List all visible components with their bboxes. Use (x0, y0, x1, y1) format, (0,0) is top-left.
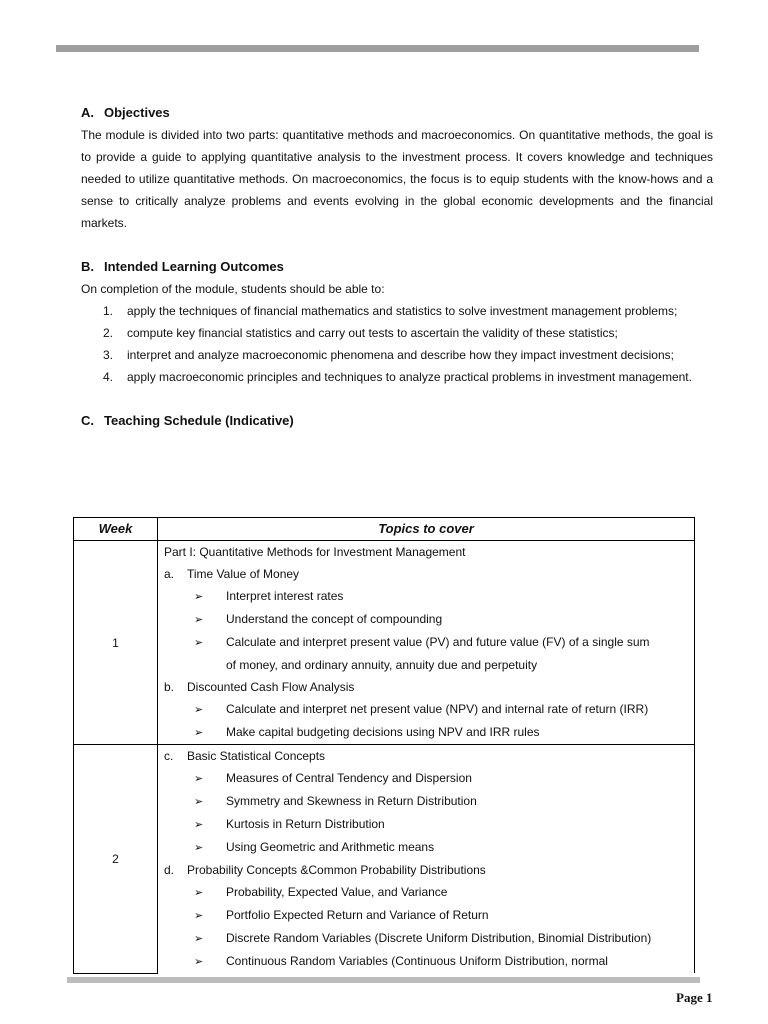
table-header-row (74, 518, 695, 541)
topic-heading (164, 745, 694, 767)
bullet-text: Continuous Random Variables (Continuous Uniform Distribution, normal (226, 954, 608, 968)
topic-bullet (164, 585, 694, 608)
topics-cell (158, 745, 695, 974)
topic-bullet (164, 950, 694, 973)
arrow-bullet-icon: ➢ (194, 933, 204, 945)
topic-heading (164, 563, 694, 585)
bullet-text: Symmetry and Skewness in Return Distribution (226, 794, 477, 808)
topic-bullet (164, 654, 694, 676)
topic-bullet (164, 767, 694, 790)
topic-letter: b. (164, 680, 175, 694)
arrow-bullet-icon: ➢ (194, 887, 204, 899)
bullet-text: Make capital budgeting decisions using NPV and IRR rules (226, 725, 540, 739)
topic-bullet (164, 904, 694, 927)
list-item: 4. apply macroeconomic principles and techniques to analyze practical problems in investment management. (103, 370, 692, 384)
topic-bullet (164, 631, 694, 654)
bullet-text: Discrete Random Variables (Discrete Uniform Distribution, Binomial Distribution) (226, 931, 652, 945)
list-item: 3. interpret and analyze macroeconomic phenomena and describe how they impact investment decisions; (103, 348, 674, 362)
bullet-text: Probability, Expected Value, and Variance (226, 885, 448, 899)
outcomes-list (81, 300, 713, 388)
arrow-bullet-icon: ➢ (194, 637, 204, 649)
objectives-paragraph: The module is divided into two parts: quantitative methods and macroeconomics. On quantitative methods, the goal is to provide a guide to applying quantitative analysis to the investment process. It covers knowledge and techniques needed to utilize quantitative methods. On macroeconomics, the focus is to equip students with the know-hows and a sense to critically analyze problems and events evolving in the global economic developments and the financial markets. (81, 128, 713, 230)
topics-column-header: Topics to cover (158, 518, 695, 541)
topic-bullet (164, 836, 694, 859)
bullet-text: Using Geometric and Arithmetic means (226, 840, 435, 854)
topic-title: Basic Statistical Concepts (187, 749, 326, 763)
table-row (74, 541, 695, 745)
bullet-text: Portfolio Expected Return and Variance of Return (226, 908, 489, 922)
section-b-heading: B. Intended Learning Outcomes (81, 259, 284, 274)
week-cell: 2 (74, 745, 158, 974)
topic-bullet (164, 881, 694, 904)
topic-heading (164, 676, 694, 698)
footer-rule (67, 977, 700, 983)
arrow-bullet-icon: ➢ (194, 819, 204, 831)
topic-bullet (164, 608, 694, 631)
topic-heading (164, 859, 694, 881)
topic-letter: c. (164, 749, 174, 763)
topic-bullet (164, 698, 694, 721)
topic-title: Discounted Cash Flow Analysis (187, 680, 355, 694)
bullet-text: of money, and ordinary annuity, annuity due and perpetuity (226, 658, 538, 672)
arrow-bullet-icon: ➢ (194, 842, 204, 854)
bullet-text: Interpret interest rates (226, 589, 344, 603)
bullet-text: Calculate and interpret present value (PV) and future value (FV) of a single sum (226, 635, 650, 649)
section-a-heading: A. Objectives (81, 105, 170, 120)
header-rule (56, 45, 699, 52)
topic-bullet (164, 927, 694, 950)
list-item: 1. apply the techniques of financial mathematics and statistics to solve investment management problems; (103, 304, 678, 318)
list-item: 2. compute key financial statistics and carry out tests to ascertain the validity of these statistics; (103, 326, 618, 340)
arrow-bullet-icon: ➢ (194, 773, 204, 785)
bullet-text: Calculate and interpret net present value (NPV) and internal rate of return (IRR) (226, 702, 649, 716)
outcomes-intro: On completion of the module, students should be able to: (81, 282, 385, 296)
topic-letter: d. (164, 863, 175, 877)
part-heading: Part I: Quantitative Methods for Investment Management (164, 545, 466, 559)
arrow-bullet-icon: ➢ (194, 910, 204, 922)
arrow-bullet-icon: ➢ (194, 796, 204, 808)
topic-bullet (164, 790, 694, 813)
arrow-bullet-icon: ➢ (194, 704, 204, 716)
topic-bullet (164, 721, 694, 744)
topic-bullet (164, 813, 694, 836)
week-cell: 1 (74, 541, 158, 745)
table-row (74, 745, 695, 974)
bullet-text: Measures of Central Tendency and Dispersion (226, 771, 472, 785)
topic-title: Time Value of Money (187, 567, 300, 581)
arrow-bullet-icon: ➢ (194, 956, 204, 968)
arrow-bullet-icon: ➢ (194, 614, 204, 626)
topic-title: Probability Concepts &Common Probability Distributions (187, 863, 486, 877)
topic-letter: a. (164, 567, 175, 581)
bullet-text: Kurtosis in Return Distribution (226, 817, 385, 831)
topics-cell (158, 541, 695, 745)
bullet-text: Understand the concept of compounding (226, 612, 443, 626)
arrow-bullet-icon: ➢ (194, 591, 204, 603)
week-column-header: Week (74, 518, 158, 541)
arrow-bullet-icon: ➢ (194, 727, 204, 739)
document-body (81, 102, 713, 432)
page-number: Page 1 (676, 990, 713, 1005)
teaching-schedule-table (73, 517, 695, 974)
section-c-heading: C. Teaching Schedule (Indicative) (81, 413, 294, 428)
